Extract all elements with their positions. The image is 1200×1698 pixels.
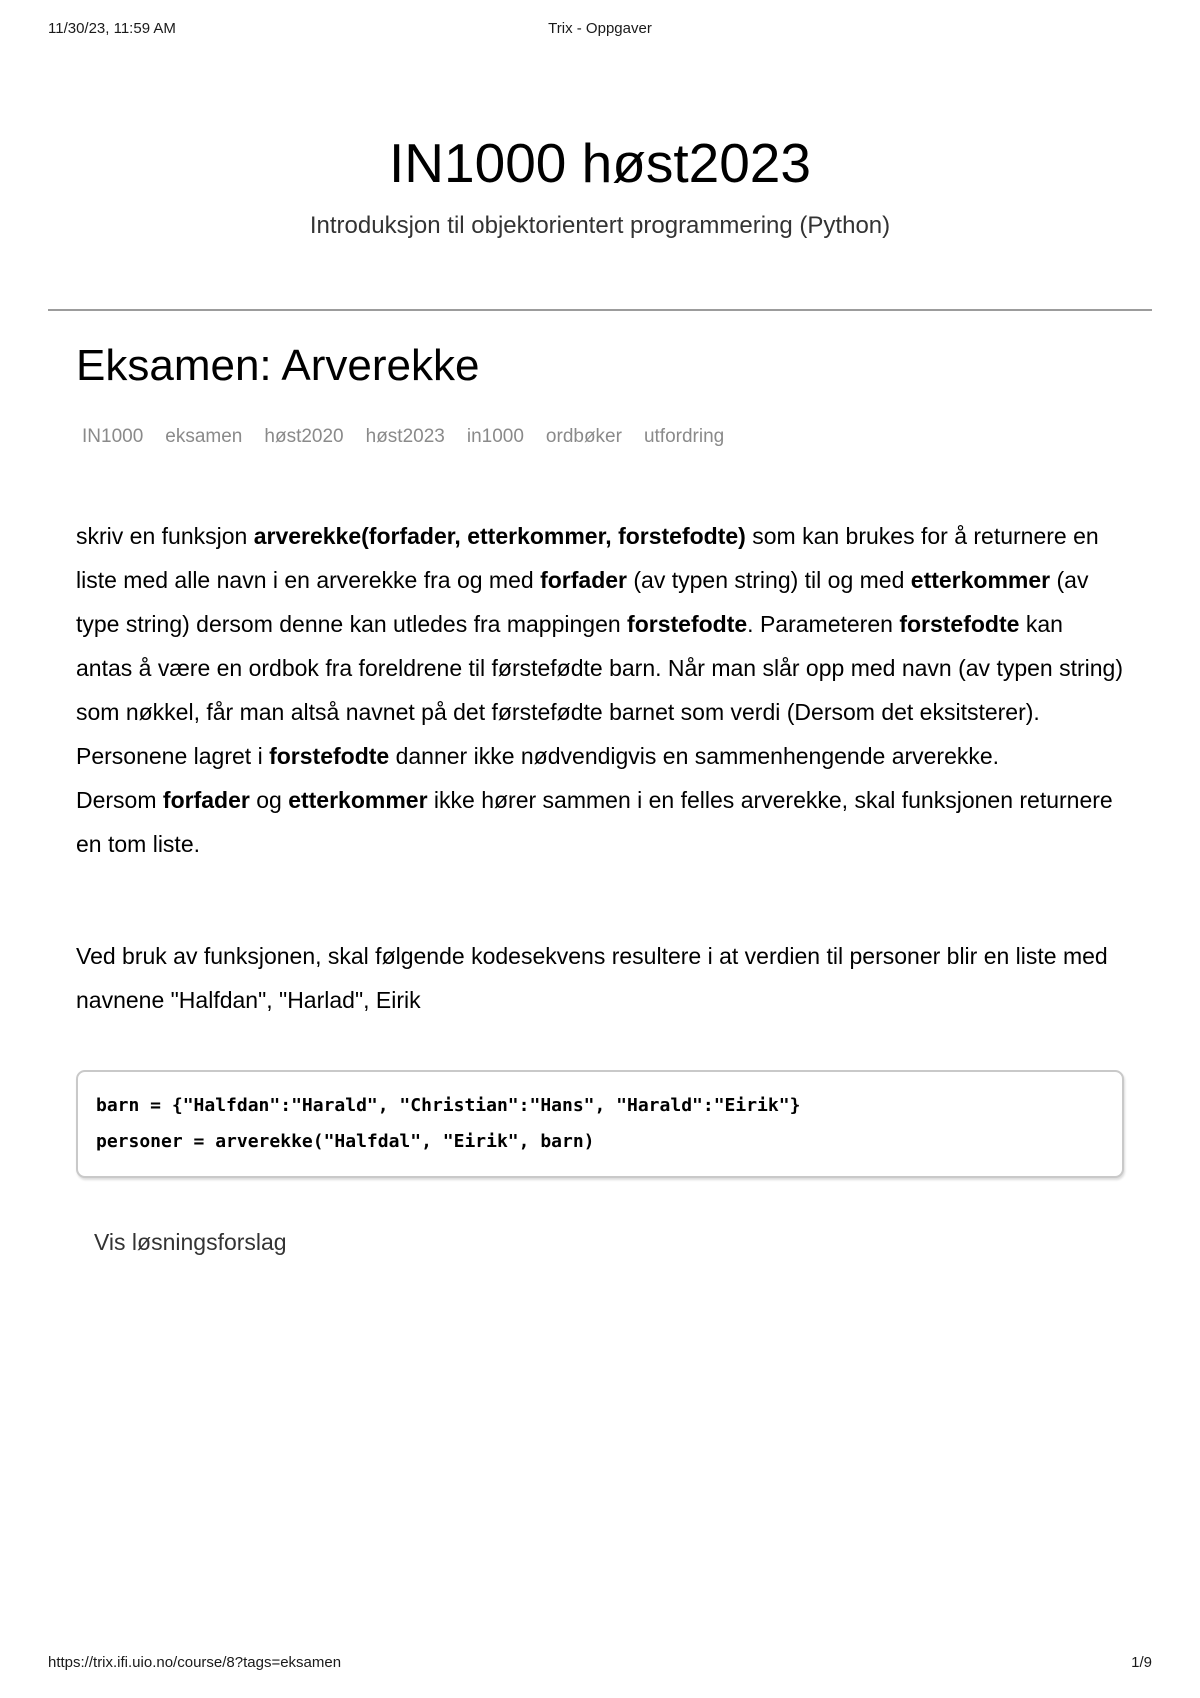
tag-list xyxy=(76,425,1124,450)
code-block xyxy=(76,1070,1124,1178)
tag: eksamen xyxy=(165,426,243,448)
course-header xyxy=(48,130,1152,241)
tag: høst2020 xyxy=(264,426,344,448)
show-solution-toggle[interactable]: Vis løsningsforslag xyxy=(94,1228,287,1255)
divider xyxy=(48,309,1152,311)
task-paragraph: skriv en funksjon arverekke(forfader, etterkommer, forstefodte) som kan brukes for å returnere en liste med alle navn i en arverekke fra og med forfader (av typen string) til og med etterkommer (av type string) dersom denne kan utledes fra mappingen forstefodte. Parameteren forstefodte kan antas å være en ordbok fra foreldrene til førstefødte barn. Når man slår opp med navn (av typen string) som nøkkel, får man altså navnet på det førstefødte barnet som verdi (Dersom det eksitsterer). Personene lagret i forstefodte danner ikke nødvendigvis en sammenhengende arverekke. Dersom forfader og etterkommer ikke hører sammen i en felles arverekke, skal funksjonen returnere en tom liste. xyxy=(76,522,1123,857)
tag: utfordring xyxy=(643,426,725,448)
print-page-number: 1/9 xyxy=(1131,1654,1152,1671)
course-subtitle: Introduksjon til objektorientert programmering (Python) xyxy=(309,212,891,239)
code-line: personer = arverekke("Halfdal", "Eirik", barn) xyxy=(96,1130,595,1152)
print-footer-url: https://trix.ifi.uio.no/course/8?tags=eksamen xyxy=(48,1654,342,1671)
print-datetime: 11/30/23, 11:59 AM xyxy=(48,20,176,37)
tag: ordbøker xyxy=(545,426,622,448)
code-line: barn = {"Halfdan":"Harald", "Christian":"Hans", "Harald":"Eirik"} xyxy=(96,1094,801,1116)
exercise-section xyxy=(48,341,1152,1258)
tag: høst2023 xyxy=(365,426,445,448)
usage-paragraph: Ved bruk av funksjonen, skal følgende kodesekvens resultere i at verdien til personer blir en liste med navnene "Halfdan", "Harlad", Eirik xyxy=(76,942,1108,1013)
tag: in1000 xyxy=(466,426,524,448)
print-footer xyxy=(48,1654,1152,1672)
tag: IN1000 xyxy=(82,426,144,448)
print-header xyxy=(48,20,1152,38)
course-title: IN1000 høst2023 xyxy=(389,132,811,194)
exercise-heading: Eksamen: Arverekke xyxy=(76,341,480,391)
print-doc-title: Trix - Oppgaver xyxy=(548,20,652,37)
